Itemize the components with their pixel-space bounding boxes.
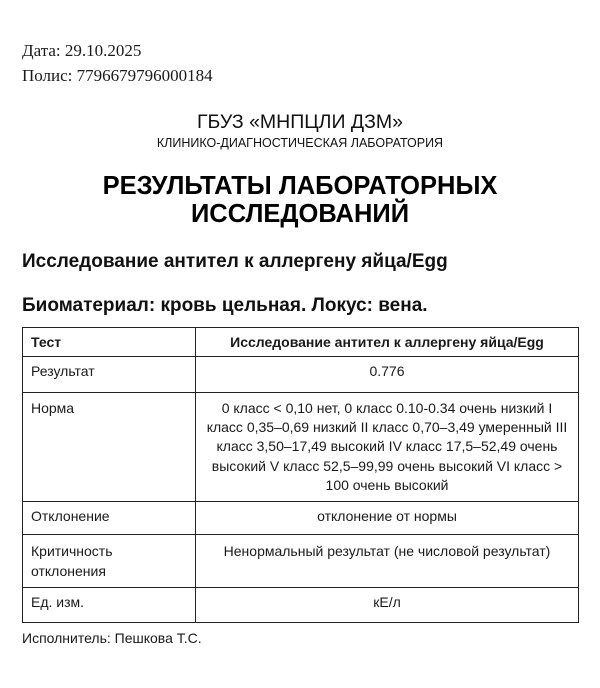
page-title-line-1: РЕЗУЛЬТАТЫ ЛАБОРАТОРНЫХ [102,172,498,200]
header-value: Исследование антител к аллергену яйца/Egg [196,328,579,357]
table-header-row [23,328,579,357]
organization-department: КЛИНИКО-ДИАГНОСТИЧЕСКАЯ ЛАБОРАТОРИЯ [156,136,444,150]
page-title-line-2: ИССЛЕДОВАНИЙ [190,200,410,228]
executor-signature: Исполнитель: Пешкова Т.С. [22,630,202,646]
document-meta [22,38,213,88]
organization-header [0,110,600,152]
policy-value: 7796679796000184 [76,66,213,85]
date-value: 29.10.2025 [64,41,142,60]
row-key: Ед. изм. [23,588,196,623]
table-row-deviation [23,502,579,535]
organization-name: ГБУЗ «МНПЦЛИ ДЗМ» [197,111,403,133]
row-value: Ненормальный результат (не числовой результат) [196,535,579,588]
study-name: Исследование антител к аллергену яйца/Egg [22,251,448,272]
date-line [22,38,213,63]
policy-label: Полис: [22,66,73,85]
row-value: 0 класс < 0,10 нет, 0 класс 0.10-0.34 очень низкий I класс 0,35–0,69 низкий II класс 0,70–3,49 умеренный III класс 3,50–17,49 высокий IV класс 17,5–52,49 очень высокий V класс 52,5–99,99 очень высокий VI класс > 100 очень высокий [196,393,579,502]
row-value: кЕ/л [196,588,579,623]
policy-line [22,63,213,88]
row-value: отклонение от нормы [196,502,579,535]
results-table [22,327,579,623]
row-key: Результат [23,357,196,393]
row-key: Отклонение [23,502,196,535]
table-row-result [23,357,579,393]
row-key: Норма [23,393,196,502]
header-key: Тест [23,328,196,357]
table-row-norm [23,393,579,502]
biomaterial-info: Биоматериал: кровь цельная. Локус: вена. [22,295,428,316]
table-row-unit [23,588,579,623]
table-row-criticality [23,535,579,588]
date-label: Дата: [22,41,61,60]
page-title [0,172,600,228]
row-value: 0.776 [196,357,579,393]
row-key: Критичность отклонения [23,535,196,588]
